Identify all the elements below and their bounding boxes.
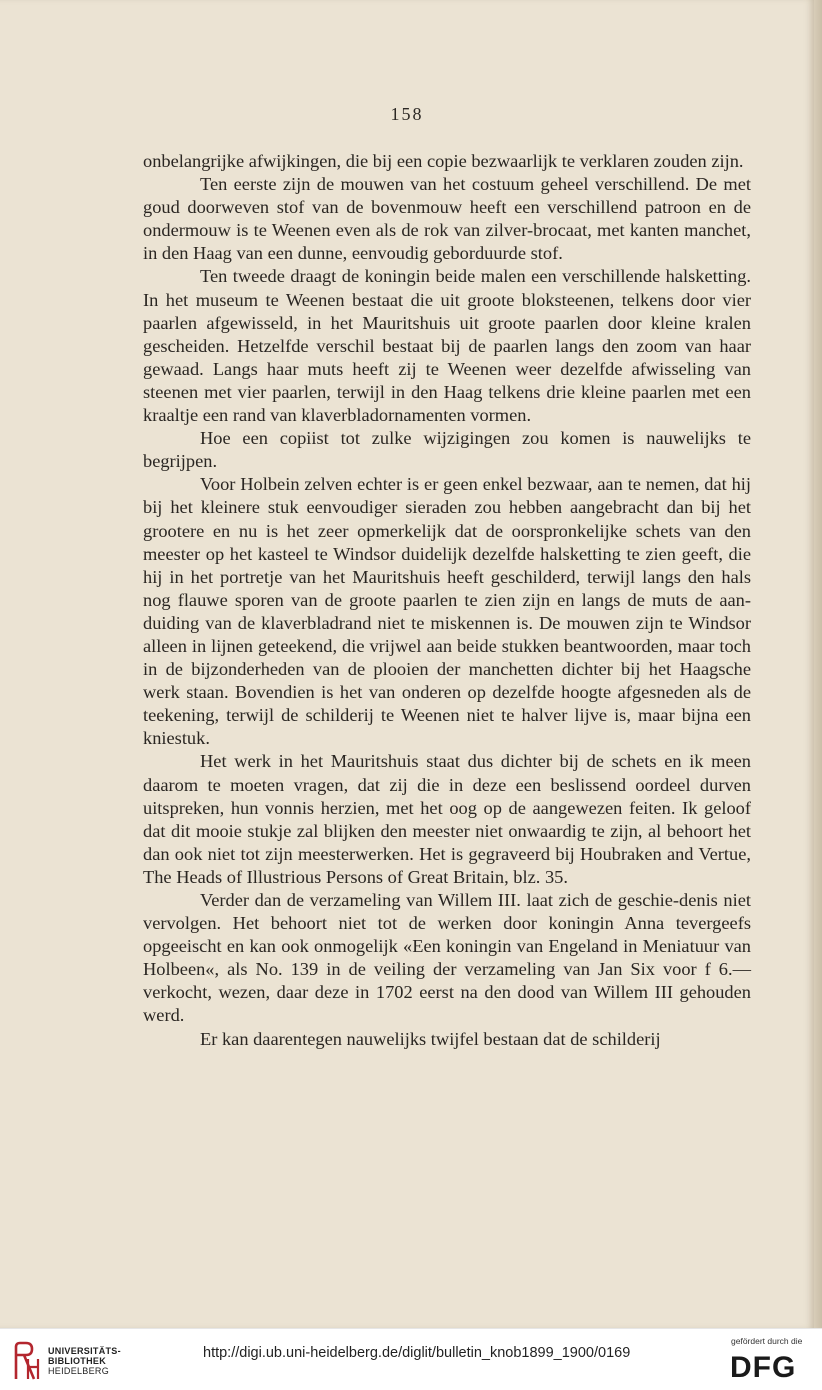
body-text — [143, 150, 751, 1051]
paragraph-2: Ten eerste zijn de mouwen van het costuum geheel verschillend. De met goud doorweven stof van de bovenmouw heeft een verschillend patroon en de ondermouw is te Weenen even als de rok van zilver-brocaat, met kanten manchet, in den Haag van een dunne, eenvoudig geborduurde stof. — [143, 174, 751, 264]
page-edge — [814, 0, 822, 1328]
sponsor-label: gefördert durch die — [731, 1336, 803, 1346]
dfg-logo: DFG — [730, 1351, 797, 1384]
paragraph-3: Ten tweede draagt de koningin beide malen een verschillende halsketting. In het museum te Weenen bestaat die uit groote bloksteenen, telkens door vier paarlen afgewisseld, in het Mauritshuis uit groote paarlen door kleine kralen gescheiden. Hetzelfde verschil bestaat bij de paarlen langs den zoom van haar gewaad. Langs haar muts heeft zij te Weenen weer dezelfde afwisseling van steenen met vier paarlen, terwijl in den Haag telkens drie kleine paarlen met een kraaltje een rand van klaverbladornamenten vormen. — [143, 266, 751, 426]
library-name: UNIVERSITÄTS- BIBLIOTHEK HEIDELBERG — [48, 1346, 121, 1376]
paragraph-4: Hoe een copiist tot zulke wijzigingen zou komen is nauwelijks te begrijpen. — [143, 428, 751, 472]
paragraph-6: Het werk in het Mauritshuis staat dus dichter bij de schets en ik meen daarom te moeten vragen, dat zij die in deze een beslissend oordeel durven uitspreken, hun vonnis herzien, met het oog op de aangewezen feiten. Ik geloof dat dit mooie stukje zal blijken den meester niet onwaardig te zijn, al behoort het dan ook niet tot zijn meesterwerken. Het is gegraveerd bij Houbraken and Vertue, The Heads of Illustrious Persons of Great Britain, blz. 35. — [143, 751, 751, 887]
paragraph-5: Voor Holbein zelven echter is er geen enkel bezwaar, aan te nemen, dat hij bij het kleinere stuk eenvoudiger sieraden zou hebben aangebracht dan bij het grootere en nu is het zeer opmerkelijk dat de oorspronkelijke schets van den meester op het kasteel te Windsor duidelijk dezelfde halsketting te zien geeft, die hij in het portretje van het Mauritshuis heeft geschilderd, terwijl langs den hals nog flauwe sporen van de groote paarlen te zien zijn en langs de muts de aan-duiding van de klaverbladrand niet te miskennen is. De mouwen zijn te Windsor alleen in lijnen geteekend, die vrijwel aan beide stukken beantwoorden, maar toch in de bijzonderheden van de plooien der manchetten dichter bij het Haagsche werk staan. Bovendien is het van onderen op dezelfde hoogte afgesneden als de teekening, terwijl de schilderij te Weenen niet te halver lijve is, maar bijna een kniestuk. — [143, 474, 751, 749]
page-number: 158 — [390, 104, 424, 124]
library-logo-icon — [10, 1339, 44, 1383]
paragraph-1: onbelangrijke afwijkingen, die bij een copie bezwaarlijk te verklaren zouden zijn. — [143, 151, 744, 171]
permalink-url[interactable]: http://digi.ub.uni-heidelberg.de/diglit/bulletin_knob1899_1900/0169 — [203, 1345, 631, 1361]
paragraph-8: Er kan daarentegen nauwelijks twijfel bestaan dat de schilderij — [200, 1028, 661, 1049]
paragraph-7: Verder dan de verzameling van Willem III. laat zich de geschie-denis niet vervolgen. Het behoort niet tot de werken door koningin Anna tevergeefs opgeeischt en kan ook onmogelijk «Een koningin van Engeland in Meniatuur van Holbeen«, als No. 139 in de veiling der verzameling van Jan Six voor f 6.— verkocht, wezen, daar deze in 1702 eerst na den dood van Willem III gehouden werd. — [143, 890, 751, 1026]
footer-bar — [0, 1328, 822, 1390]
